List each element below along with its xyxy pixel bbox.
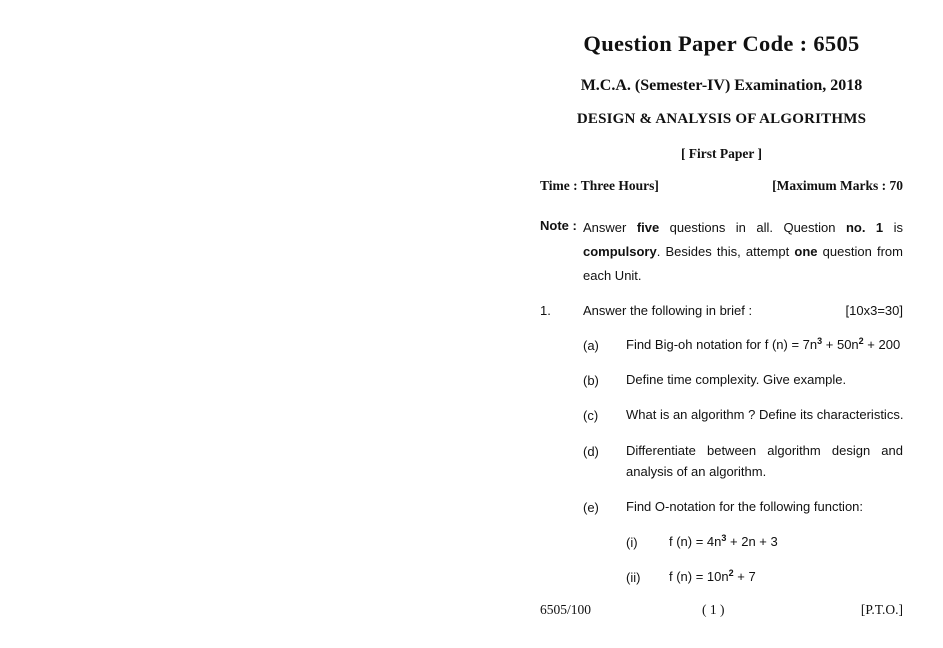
note-emphasis-one: one [794,244,818,259]
time-allowed: Time : Three Hours] [540,178,659,193]
exponent: 3 [817,336,823,346]
question-number: 1. [540,303,551,318]
note-text [583,216,903,288]
note-text-part: questions in all. Question [659,220,846,235]
part-text: What is an algorithm ? Define its characteristics. [626,407,904,422]
part-text: Find O-notation for the following function: [626,499,864,514]
exponent: 2 [858,336,864,346]
part-text: Define time complexity. Give example. [626,372,847,387]
part-text-segment: + 50n [822,337,859,352]
exponent: 3 [721,533,727,543]
subject-title: DESIGN & ANALYSIS OF ALGORITHMS [576,111,867,127]
note-emphasis-no1: no. 1 [845,220,884,235]
note-text-part: Answer [583,220,637,235]
subpart-label: (ii) [626,570,641,585]
paper-code-title: Question Paper Code : 6505 [583,31,860,56]
part-label: (e) [583,500,599,515]
part-text [626,334,900,355]
part-label: (c) [583,408,599,423]
exam-name: M.C.A. (Semester-IV) Examination, 2018 [580,77,863,94]
subpart-text-segment: + 7 [733,569,756,584]
subpart-text [669,531,778,552]
paper-label: [ First Paper ] [680,146,763,161]
part-label: (a) [583,338,599,353]
footer-code: 6505/100 [540,602,592,617]
part-text-line-1: Differentiate between algorithm design and [626,443,903,458]
pto-label: [P.T.O.] [860,602,903,617]
part-text-segment: + 200 [863,337,901,352]
page-number: ( 1 ) [702,602,725,617]
part-text-line-2: analysis of an algorithm. [626,464,767,479]
part-label: (d) [583,444,599,459]
note-text-part: is [883,220,903,235]
maximum-marks: [Maximum Marks : 70 [772,178,903,193]
part-text-segment: Find Big-oh notation for f (n) = 7n [626,337,818,352]
subpart-text-segment: + 2n + 3 [726,534,778,549]
note-text-part: question from each Unit. [583,244,903,283]
note-emphasis-compulsory: compulsory [583,244,657,259]
subpart-label: (i) [626,535,638,550]
subpart-text-segment: f (n) = 10n [669,569,729,584]
exponent: 2 [728,568,734,578]
note-emphasis-five: five [636,220,660,235]
subpart-text [669,566,756,587]
question-text: Answer the following in brief : [583,303,753,318]
question-marks: [10x3=30] [845,303,903,318]
subpart-text-segment: f (n) = 4n [669,534,722,549]
note-text-part: . Besides this, attempt [656,244,795,259]
note-label: Note : [540,218,577,233]
part-label: (b) [583,373,599,388]
